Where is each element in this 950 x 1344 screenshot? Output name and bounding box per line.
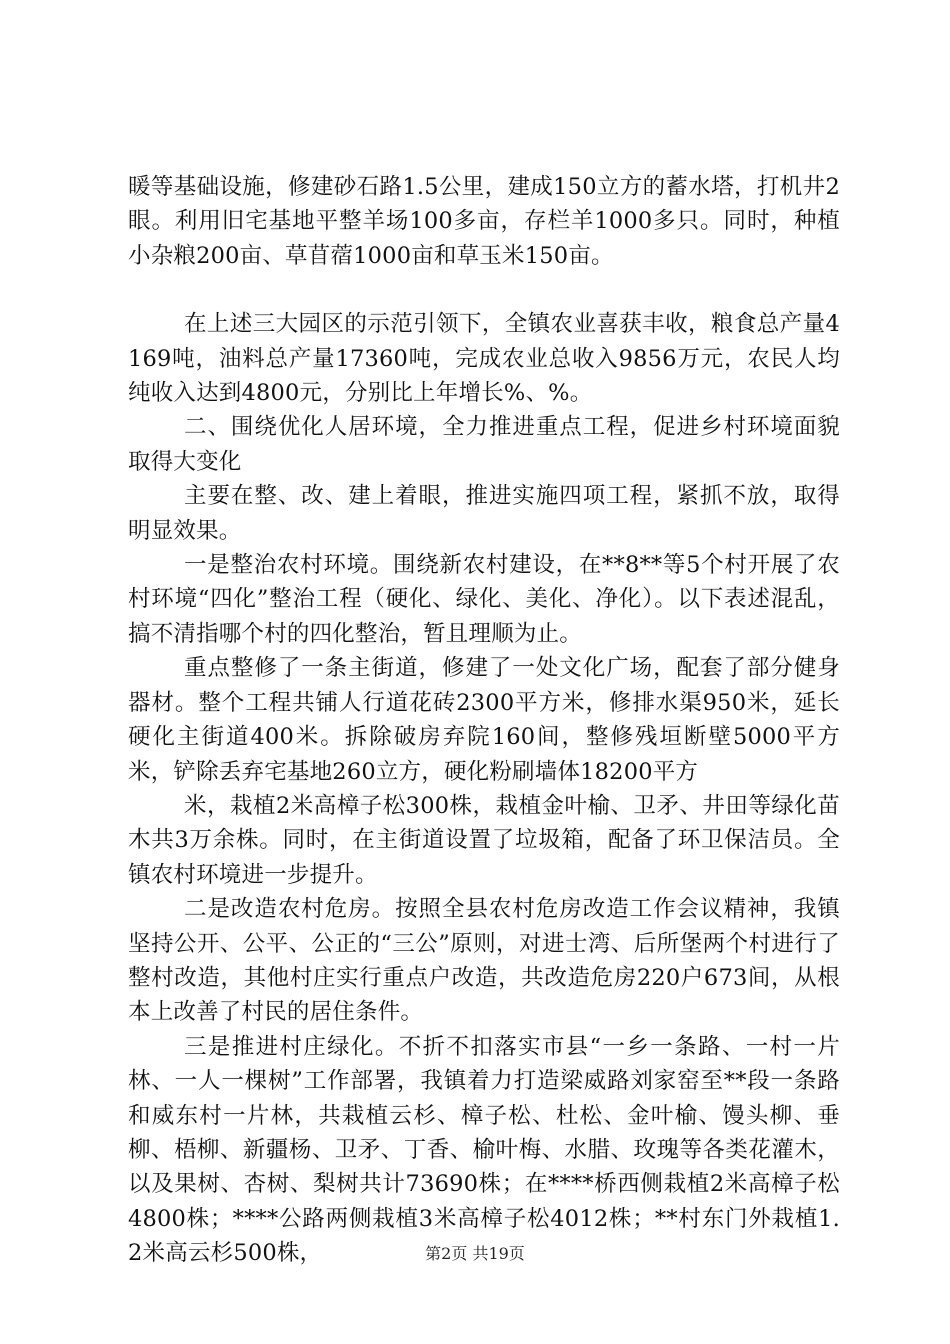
paragraph-2: 在上述三大园区的示范引领下，全镇农业喜获丰收，粮食总产量4169吨，油料总产量17360吨，完成农业总收入9856万元，农民人均纯收入达到4800元，分别比上年增长%、%。 bbox=[128, 311, 840, 407]
body-text bbox=[128, 170, 840, 1271]
paragraph-6: 米，栽植2米高樟子松300株，栽植金叶榆、卫矛、井田等绿化苗木共3万余株。同时，在主街道设置了垃圾箱，配备了环卫保洁员。全镇农村环境进一步提升。 bbox=[128, 792, 840, 888]
paragraph-1: 暖等基础设施，修建砂石路1.5公里，建成150立方的蓄水塔，打机井2眼。利用旧宅基地平整羊场100多亩，存栏羊1000多只。同时，种植小杂粮200亩、草苜蓿1000亩和草玉米150亩。 bbox=[128, 174, 840, 269]
paragraph-4: 一是整治农村环境。围绕新农村建设，在**8**等5个村开展了农村环境“四化”整治工程（硬化、绿化、美化、净化）。以下表述混乱，搞不清指哪个村的四化整治，暂且理顺为止。 bbox=[128, 552, 840, 647]
page-footer: 第2页 共19页 bbox=[425, 1244, 525, 1263]
paragraph-3: 主要在整、改、建上着眼，推进实施四项工程，紧抓不放，取得明显效果。 bbox=[128, 483, 840, 544]
paragraph-5: 重点整修了一条主街道，修建了一处文化广场，配套了部分健身器材。整个工程共铺人行道花砖2300平方米，修排水渠950米，延长硬化主街道400米。拆除破房弃院160间，整修残垣断壁5000平方米，铲除丢弃宅基地260立方，硬化粉刷墙体18200平方 bbox=[128, 655, 840, 785]
paragraph-7: 二是改造农村危房。按照全县农村危房改造工作会议精神，我镇坚持公开、公平、公正的“三公”原则，对进士湾、后所堡两个村进行了整村改造，其他村庄实行重点户改造，共改造危房220户673间，从根本上改善了村民的居住条件。 bbox=[128, 896, 840, 1026]
section-heading: 二、围绕优化人居环境，全力推进重点工程，促进乡村环境面貌取得大变化 bbox=[128, 414, 840, 475]
paragraph-8: 三是推进村庄绿化。不折不扣落实市县“一乡一条路、一村一片林、一人一棵树”工作部署，我镇着力打造梁威路刘家窑至**段一条路和威东村一片林，共栽植云杉、樟子松、杜松、金叶榆、馒头柳、垂柳、梧柳、新疆杨、卫矛、丁香、榆叶梅、水腊、玫瑰等各类花灌木，以及果树、杏树、梨树共计73690株；在****桥西侧栽植2米高樟子松4800株；****公路两侧栽植3米高樟子松4012株；**村东门外栽植1.2米高云杉500株， bbox=[128, 1033, 840, 1267]
